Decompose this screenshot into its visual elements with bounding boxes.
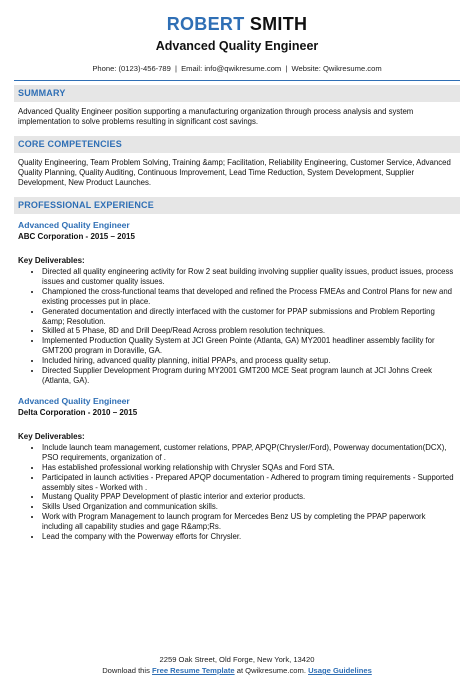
contact-line bbox=[14, 64, 460, 74]
resume-title: Advanced Quality Engineer bbox=[155, 39, 319, 53]
deliverables-list bbox=[18, 267, 456, 386]
job-entry bbox=[18, 396, 456, 542]
deliverable-item: • Skilled at 5 Phase, 8D and Drill Deep/Read Across problem resolution techniques. bbox=[42, 326, 456, 336]
job-company: Delta Corporation - 2010 – 2015 bbox=[18, 407, 138, 417]
deliverables-list bbox=[18, 443, 456, 542]
credit-middle: at Qwikresume.com. bbox=[236, 666, 306, 675]
job-company: ABC Corporation - 2015 – 2015 bbox=[18, 232, 135, 241]
deliverable-item: • Directed Supplier Development Program during MY2001 GMT200 MCE Seat program launch at JCI Johns Creek (Atlanta, GA). bbox=[42, 366, 456, 386]
website-text: Website: Qwikresume.com bbox=[291, 64, 382, 73]
phone-text: Phone: (0123)-456-789 bbox=[92, 64, 171, 73]
email-text: Email: info@qwikresume.com bbox=[181, 64, 282, 73]
candidate-name bbox=[14, 14, 460, 34]
contact-separator: | bbox=[285, 64, 288, 73]
section-heading-summary: SUMMARY bbox=[14, 85, 460, 102]
credit-prefix: Download this bbox=[102, 666, 150, 675]
deliverable-item: • Implemented Production Quality System at JCI Green Pointe (Atlanta, GA) MY2001 headliner assembly facility for GMT200 program in Doraville, GA. bbox=[42, 336, 456, 356]
job-role: Advanced Quality Engineer bbox=[18, 220, 130, 230]
deliverable-item: • Generated documentation and directly interfaced with the customer for PPAP submissions and Problem Reporting &amp; Resolution. bbox=[42, 307, 456, 327]
deliverables-label: Key Deliverables: bbox=[18, 256, 85, 265]
footer bbox=[0, 655, 474, 676]
job-entry bbox=[18, 220, 456, 386]
deliverable-item: • Included hiring, advanced quality planning, initial PPAPs, and process quality setup. bbox=[42, 356, 456, 366]
deliverable-item: • Has established professional working relationship with Chrysler SQAs and Ford STA. bbox=[42, 463, 456, 473]
footer-credit bbox=[0, 666, 474, 676]
deliverable-item: • Include launch team management, customer relations, PPAP, APQP(Chrysler/Ford), Powerway documentation(DCX), PSO requirements, organization of . bbox=[42, 443, 456, 463]
resume-page bbox=[0, 14, 474, 684]
usage-guidelines-link[interactable]: Usage Guidelines bbox=[308, 666, 372, 675]
first-name: ROBERT bbox=[166, 14, 245, 34]
section-heading-experience: PROFESSIONAL EXPERIENCE bbox=[14, 197, 460, 214]
deliverable-item: • Work with Program Management to launch program for Mercedes Benz US by completing the PPAP paperwork including all capability studies and gage R&amp;Rs. bbox=[42, 512, 456, 532]
deliverable-item: • Championed the cross-functional teams that developed and refined the Process FMEAs and Control Plans for new and existing processes put in place. bbox=[42, 287, 456, 307]
competencies-text: Quality Engineering, Team Problem Solving, Training &amp; Facilitation, Reliability Engineering, Customer Service, Advanced Quality Planning, Quality Auditing, Continuous Improvement, Lead Time Reduction, System Development, Supplier Development, New Product Launches. bbox=[18, 158, 451, 187]
free-resume-template-link[interactable]: Free Resume Template bbox=[152, 666, 235, 675]
summary-text: Advanced Quality Engineer position supporting a manufacturing organization through process analysis and system implementation to solve problems resulting in significant cost savings. bbox=[18, 107, 414, 126]
job-role: Advanced Quality Engineer bbox=[18, 395, 130, 406]
contact-separator: | bbox=[175, 64, 177, 73]
deliverable-item: • Mustang Quality PPAP Development of plastic interior and exterior products. bbox=[42, 492, 456, 502]
deliverables-label: Key Deliverables: bbox=[18, 431, 85, 441]
deliverable-item: • Skills Used Organization and communication skills. bbox=[42, 502, 456, 512]
deliverable-item: • Directed all quality engineering activity for Row 2 seat building involving supplier quality issues, product issues, process issues and customer quality issues. bbox=[42, 267, 456, 287]
section-heading-competencies: CORE COMPETENCIES bbox=[14, 136, 460, 153]
footer-address: 2259 Oak Street, Old Forge, New York, 13420 bbox=[159, 655, 315, 664]
header-divider bbox=[14, 80, 460, 81]
deliverable-item: • Participated in launch activities - Prepared APQP documentation - Adhered to program timing requirements - Supported assembly sites - Worked with . bbox=[42, 473, 456, 493]
deliverable-item: • Lead the company with the Powerway efforts for Chrysler. bbox=[42, 532, 456, 542]
last-name: SMITH bbox=[249, 14, 308, 34]
